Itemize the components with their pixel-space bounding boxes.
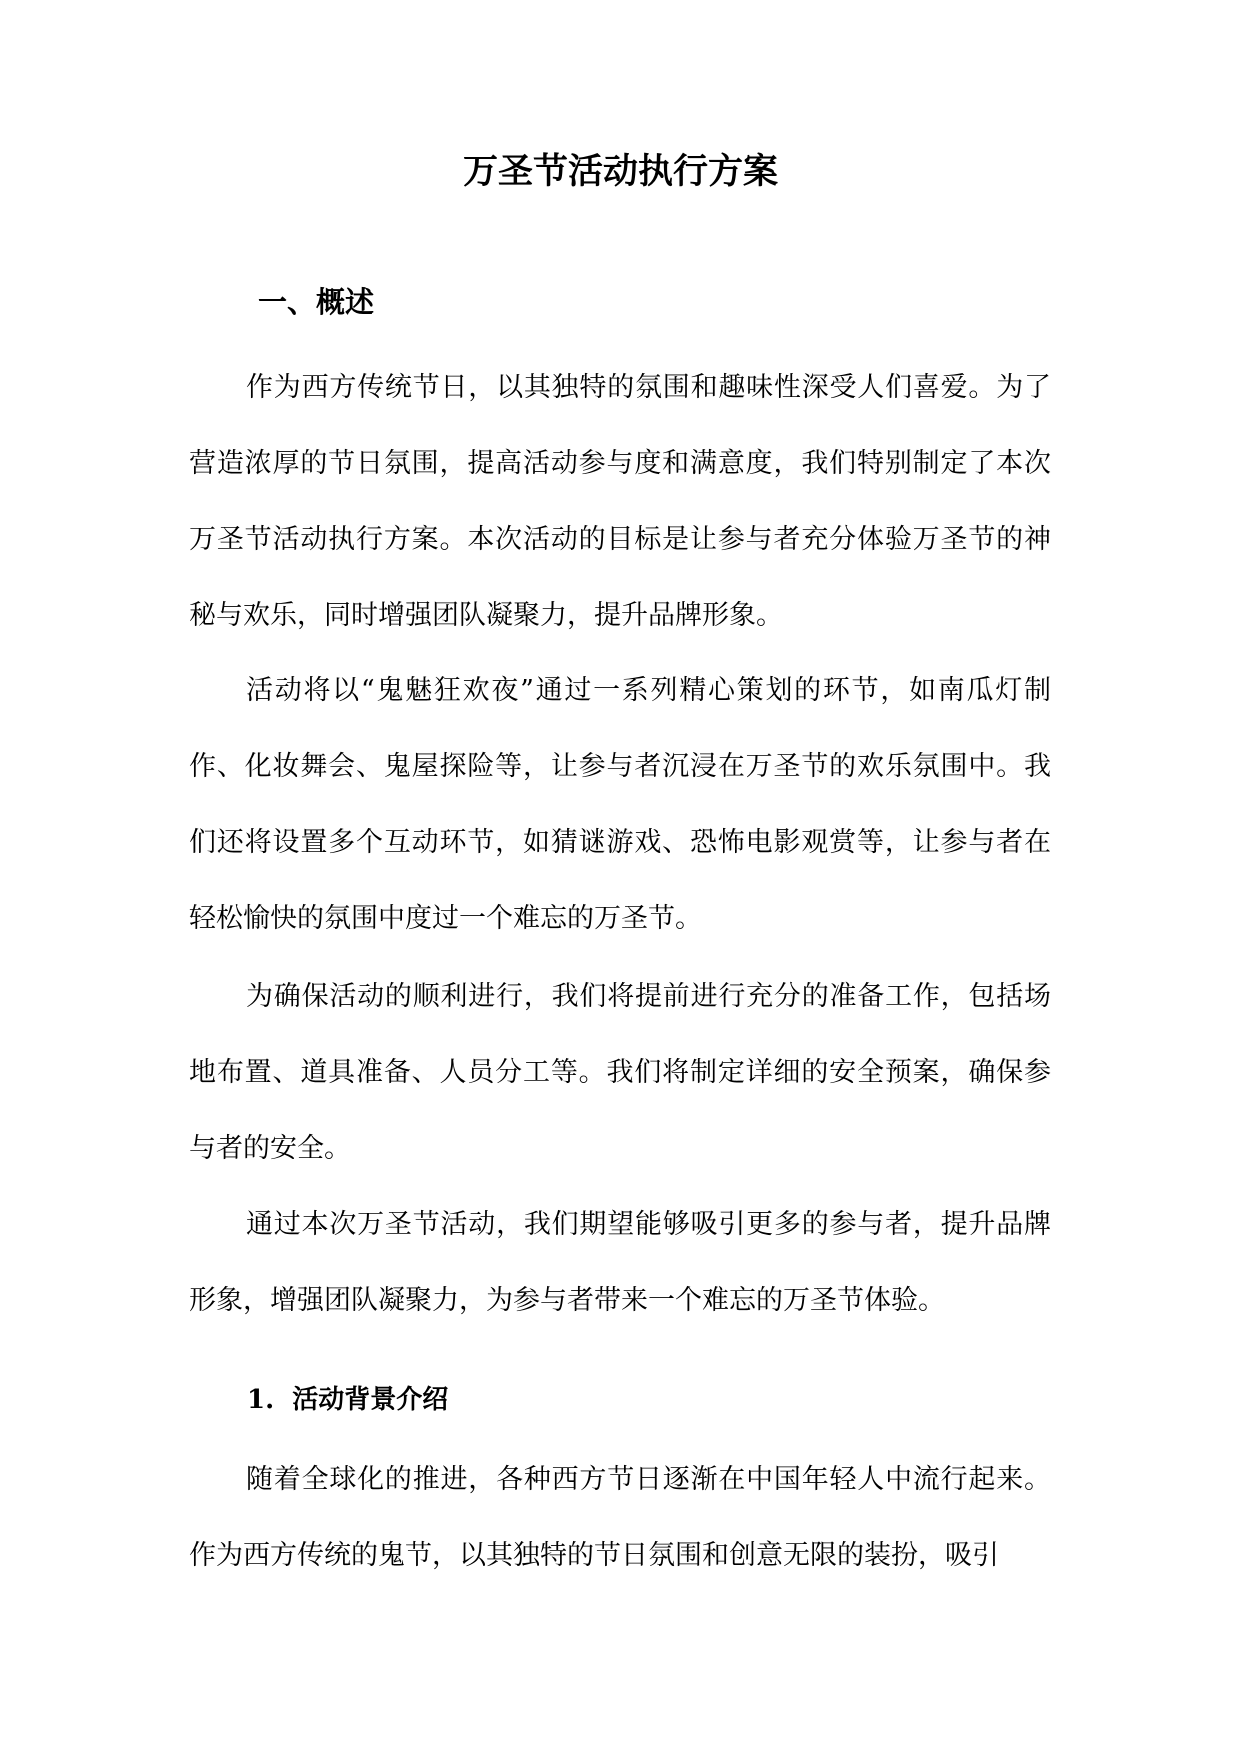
paragraph: 通过本次万圣节活动，我们期望能够吸引更多的参与者，提升品牌形象，增强团队凝聚力，为参与者带来一个难忘的万圣节体验。	[189, 1209, 1051, 1316]
subsection-heading-background: 1. 活动背景介绍	[247, 1385, 449, 1415]
paragraph: 随着全球化的推进，各种西方节日逐渐在中国年轻人中流行起来。作为西方传统的鬼节，以其独特的节日氛围和创意无限的装扮，吸引	[189, 1464, 1051, 1571]
paragraph: 活动将以“鬼魅狂欢夜”通过一系列精心策划的环节，如南瓜灯制作、化妆舞会、鬼屋探险等，让参与者沉浸在万圣节的欢乐氛围中。我们还将设置多个互动环节，如猜谜游戏、恐怖电影观赏等，让参与者在轻松愉快的氛围中度过一个难忘的万圣节。	[189, 675, 1051, 934]
document-title: 万圣节活动执行方案	[462, 151, 778, 192]
paragraph: 作为西方传统节日，以其独特的氛围和趣味性深受人们喜爱。为了营造浓厚的节日氛围，提高活动参与度和满意度，我们特别制定了本次万圣节活动执行方案。本次活动的目标是让参与者充分体验万圣节的神秘与欢乐，同时增强团队凝聚力，提升品牌形象。	[189, 372, 1051, 631]
paragraph: 为确保活动的顺利进行，我们将提前进行充分的准备工作，包括场地布置、道具准备、人员分工等。我们将制定详细的安全预案，确保参与者的安全。	[189, 981, 1051, 1164]
section-heading-overview: 一、概述	[258, 285, 375, 319]
